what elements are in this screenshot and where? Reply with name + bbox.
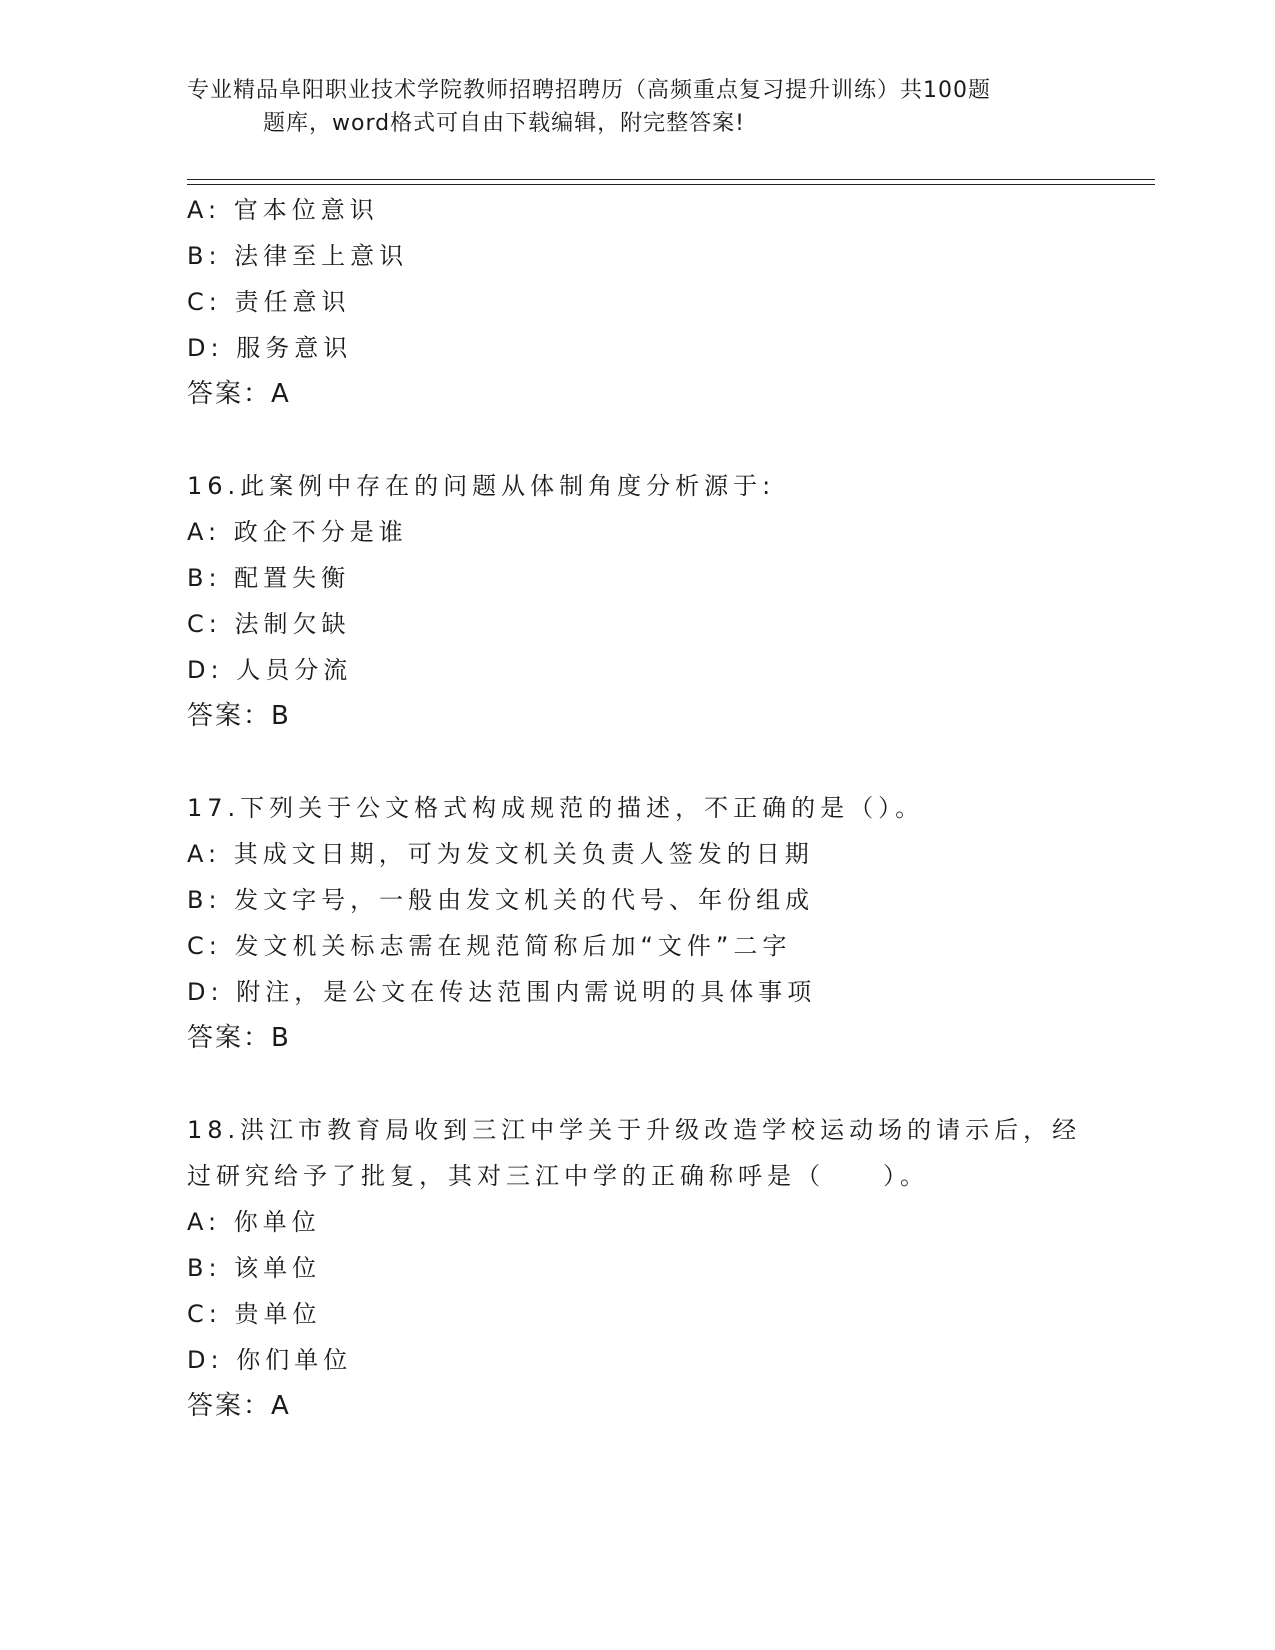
question-18-stem-line-2: 过研究给予了批复，其对三江中学的正确称呼是（ ）。 [187,1162,929,1190]
question-16-answer: 答案：B [187,701,291,731]
question-17-block [187,785,1087,1061]
question-18-option-a: A: 你单位 [187,1208,321,1236]
question-spacer [187,1061,1087,1107]
question-spacer [187,417,1087,463]
question-17-option-c: C: 发文机关标志需在规范简称后加“文件”二字 [187,932,792,960]
question-15-block [187,187,1087,417]
question-spacer [187,739,1087,785]
question-18-option-d: D: 你们单位 [187,1346,353,1374]
question-15-option-a: A: 官本位意识 [187,196,379,224]
question-16-option-b: B: 配置失衡 [187,564,351,592]
question-15-answer: 答案：A [187,379,291,409]
header-rule-top [187,179,1155,180]
question-15-option-b: B: 法律至上意识 [187,242,409,270]
question-18-option-c: C: 贵单位 [187,1300,322,1328]
question-17-option-a: A: 其成文日期，可为发文机关负责人签发的日期 [187,840,814,868]
question-18-stem-line-1: 18.洪江市教育局收到三江中学关于升级改造学校运动场的请示后，经 [187,1116,1082,1144]
question-18-option-b: B: 该单位 [187,1254,322,1282]
header-line-2: 题库，word格式可自由下载编辑，附完整答案! [263,111,745,136]
question-16-block [187,463,1087,739]
question-16-option-d: D: 人员分流 [187,656,353,684]
question-15-option-d: D: 服务意识 [187,334,353,362]
header-line-1: 专业精品阜阳职业技术学院教师招聘招聘历（高频重点复习提升训练）共100题 [187,78,991,103]
document-header [187,74,1067,140]
question-15-option-c: C: 责任意识 [187,288,351,316]
header-rule-bottom [187,184,1155,185]
document-body [187,187,1087,1429]
question-18-answer: 答案：A [187,1391,291,1421]
question-16-stem: 16.此案例中存在的问题从体制角度分析源于: [187,472,776,500]
question-17-answer: 答案：B [187,1023,291,1053]
question-16-option-a: A: 政企不分是谁 [187,518,408,546]
question-17-option-b: B: 发文字号，一般由发文机关的代号、年份组成 [187,886,815,914]
question-16-option-c: C: 法制欠缺 [187,610,351,638]
question-18-block [187,1107,1087,1429]
question-17-stem: 17.下列关于公文格式构成规范的描述，不正确的是（）。 [187,794,925,822]
question-17-option-d: D: 附注，是公文在传达范围内需说明的具体事项 [187,978,817,1006]
